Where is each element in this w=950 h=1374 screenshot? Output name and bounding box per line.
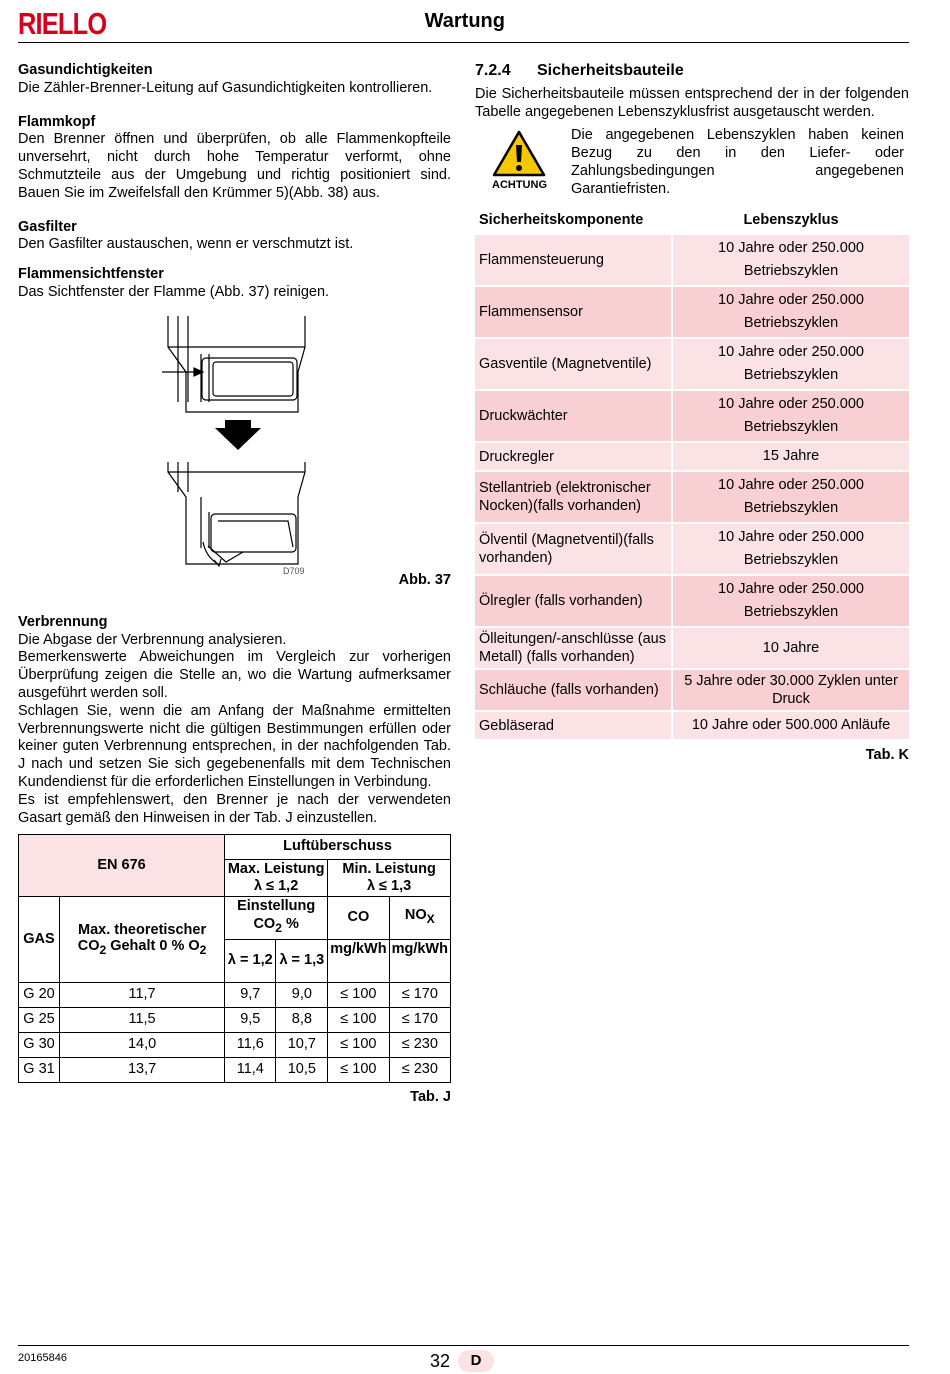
section-intro: Die Sicherheitsbauteile müssen entsprechend der in der folgenden Tabelle angegebenen Lebenszyklusfrist ausgetauscht werden.: [475, 85, 909, 120]
flame-head-text: Den Brenner öffnen und überprüfen, ob alle Flammenkopfteile unversehrt, nicht durch hohe Temperatur verformt, ohne Schmutzteile aus der Umgebung und richtig positioniert sind. Bauen Sie im Zweifelsfall den Krümmer 5)(Abb. 38) aus.: [18, 131, 451, 201]
page-number: 32: [430, 1351, 451, 1371]
warning-box: [475, 127, 909, 207]
table-j-co-header: CO: [328, 897, 389, 939]
warning-triangle-icon: [491, 129, 547, 177]
table-row: G 20 11,7 9,7 9,0 ≤ 100 ≤ 170: [19, 982, 451, 1007]
table-j-min-power: Min. Leistung λ ≤ 1,3: [328, 860, 451, 897]
table-k-header-component: Sicherheitskomponente: [479, 212, 644, 229]
table-row: Ölregler (falls vorhanden) 10 Jahre oder 250.000 Betriebszyklen: [475, 576, 909, 626]
table-row: Schläuche (falls vorhanden) 5 Jahre oder 30.000 Zyklen unter Druck: [475, 670, 909, 710]
table-k: [473, 207, 911, 741]
table-row: Flammensteuerung 10 Jahre oder 250.000 Betriebszyklen: [475, 235, 909, 285]
table-j-lambda-12: λ = 1,2: [225, 939, 276, 982]
gas-filter-text: Den Gasfilter austauschen, wenn er verschmutzt ist.: [18, 236, 354, 253]
brand-logo: RIELLO: [18, 6, 107, 41]
table-row: Gebläserad 10 Jahre oder 500.000 Anläufe: [475, 712, 909, 739]
table-k-header-life: Lebenszyklus: [743, 212, 839, 229]
table-j-max-power: Max. Leistung λ ≤ 1,2: [225, 860, 328, 897]
table-row: G 30 14,0 11,6 10,7 ≤ 100 ≤ 230: [19, 1032, 451, 1057]
table-j-lambda-13: λ = 1,3: [276, 939, 328, 982]
sight-glass-heading: Flammensichtfenster: [18, 266, 164, 283]
table-j: [18, 834, 451, 1082]
header-rule: [18, 42, 909, 43]
document-code: 20165846: [18, 1352, 67, 1364]
table-j-excess-air: Luftüberschuss: [225, 835, 451, 860]
combustion-heading: Verbrennung: [18, 613, 108, 630]
page-title: Wartung: [424, 10, 505, 32]
sight-glass-text: Das Sichtfenster der Flamme (Abb. 37) reinigen.: [18, 283, 330, 300]
figure-code: D709: [283, 565, 305, 576]
combustion-p2: Bemerkenswerte Abweichungen im Vergleich zur vorherigen Überprüfung zeigen die Stelle an, wo die Wartung aufmerksamer ausgeführt werden soll.: [18, 649, 451, 701]
table-j-gas-header: GAS: [19, 897, 60, 982]
arrow-down-icon: [215, 420, 261, 450]
burner-sight-glass-illustration: [18, 302, 451, 592]
table-j-standard: EN 676: [19, 835, 225, 897]
gas-tightness-heading: Gasundichtigkeiten: [18, 62, 153, 78]
section-name: Sicherheitsbauteile: [537, 62, 684, 79]
figure-abb-37: [18, 302, 451, 592]
table-row: Druckregler 15 Jahre: [475, 443, 909, 470]
table-row: Druckwächter 10 Jahre oder 250.000 Betriebszyklen: [475, 391, 909, 441]
language-badge: D: [458, 1350, 494, 1372]
table-j-nox-unit: mg/kWh: [389, 939, 450, 982]
warning-text: Die angegebenen Lebenszyklen haben keinen Bezug zu den in den Liefer- oder Zahlungsbedingungen angegebenen Garantiefristen.: [571, 127, 904, 197]
section-number: 7.2.4: [475, 62, 511, 79]
footer-rule: [18, 1345, 909, 1346]
left-column: [18, 62, 451, 1107]
flame-head-heading: Flammkopf: [18, 113, 96, 130]
table-row: Stellantrieb (elektronischer Nocken)(falls vorhanden) 10 Jahre oder 250.000 Betriebszyklen: [475, 472, 909, 522]
table-row: Gasventile (Magnetventile) 10 Jahre oder 250.000 Betriebszyklen: [475, 339, 909, 389]
table-row: G 25 11,5 9,5 8,8 ≤ 100 ≤ 170: [19, 1007, 451, 1032]
table-row: Ölventil (Magnetventil)(falls vorhanden) 10 Jahre oder 250.000 Betriebszyklen: [475, 524, 909, 574]
table-row: Ölleitungen/-anschlüsse (aus Metall) (falls vorhanden) 10 Jahre: [475, 628, 909, 668]
combustion-p3: Schlagen Sie, wenn die am Anfang der Maßnahme ermittelten Verbrennungswerte nicht die gültigen Bestimmungen erfüllen oder keiner guten Verbrennung entsprechen, in der nachfolgenden Tab. J nach und setzen Sie sich gegebenenfalls mit dem Technischen Kundendienst für die erforderlichen Einstellungen in Verbindung.: [18, 702, 451, 790]
table-row: Flammensensor 10 Jahre oder 250.000 Betriebszyklen: [475, 287, 909, 337]
combustion-p4: Es ist empfehlenswert, den Brenner je nach der verwendeten Gasart gemäß den Hinweisen in der Tab. J einzustellen.: [18, 791, 451, 826]
figure-caption: Abb. 37: [398, 571, 451, 588]
gas-filter-heading: Gasfilter: [18, 218, 77, 235]
table-k-caption: Tab. K: [865, 747, 909, 764]
gas-tightness-text: Die Zähler-Brenner-Leitung auf Gasundichtigkeiten kontrollieren.: [18, 79, 433, 96]
table-j-co2-setting-header: Einstellung $CO_2$ %: [225, 897, 328, 939]
section-title: [475, 62, 909, 80]
combustion-p1: Die Abgase der Verbrennung analysieren.: [18, 631, 287, 648]
table-j-co-unit: mg/kWh: [328, 939, 389, 982]
table-j-co2-max-header: Max. theoretischer $CO_2$ Gehalt 0 % $O_2$: [60, 897, 225, 982]
table-j-nox-header: $NO_X$: [389, 897, 450, 939]
warning-label: ACHTUNG: [492, 179, 547, 192]
right-column: [475, 62, 909, 765]
table-row: G 31 13,7 11,4 10,5 ≤ 100 ≤ 230: [19, 1057, 451, 1082]
table-j-caption: Tab. J: [410, 1088, 451, 1105]
